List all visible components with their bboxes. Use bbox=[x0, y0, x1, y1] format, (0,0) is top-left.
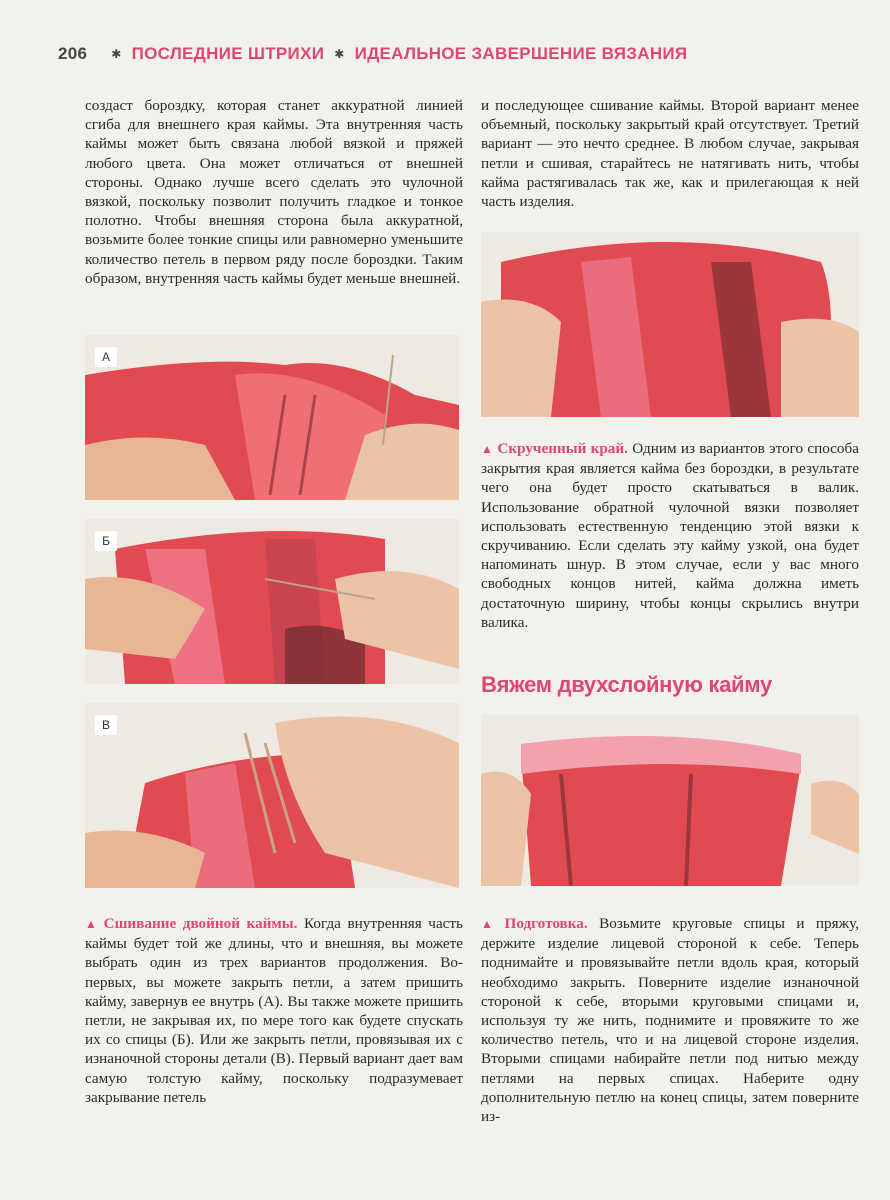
right-body-text bbox=[481, 96, 859, 211]
paragraph: и последующее сшивание каймы. Второй вариант менее объемный, поскольку закрытый край отсутствует. Третий вариант — это нечто среднее. В любом случае, закрывая петли и сшивая, старайтесь не натягивать нить, чтобы кайма растягивалась так же, как и прилегающая к ней часть изделия. bbox=[481, 97, 859, 211]
caption-title: Сшивание двойной каймы. bbox=[103, 915, 298, 932]
left-body-text bbox=[85, 96, 463, 288]
triangle-icon: ▲ bbox=[85, 917, 100, 931]
caption-rolled bbox=[481, 439, 859, 632]
star-separator-icon: ✱ bbox=[334, 47, 345, 61]
photo-label: А bbox=[95, 347, 117, 367]
chapter-title: ИДЕАЛЬНОЕ ЗАВЕРШЕНИЕ ВЯЗАНИЯ bbox=[354, 44, 688, 63]
section-heading: Вяжем двухслойную кайму bbox=[481, 672, 772, 697]
running-header bbox=[58, 42, 858, 66]
paragraph: создаст бороздку, которая станет аккуратной линией сгиба для внешнего края каймы. Эта внутренняя часть каймы может быть связана любой вязкой и пряжей любого цвета. Она может отличаться от внешней стороны. Однако лучше всего сделать это чулочной вязкой, поскольку позволит получить гладкое и тонкое полотно. Чтобы внешняя сторона была аккуратной, возьмите более тонкие спицы или равномерно уменьшите количество петель в первом ряду после бороздки. Таким образом, внутренняя часть каймы будет меньше внешней. bbox=[85, 97, 463, 287]
photo-label: В bbox=[95, 715, 117, 735]
caption-preparation bbox=[481, 914, 859, 1126]
photo-rolled-edge bbox=[481, 232, 859, 417]
star-separator-icon: ✱ bbox=[111, 47, 122, 61]
caption-text: Одним из вариантов этого способа закрытия края является кайма без бороздки, в результате чего она будет просто скатываться в валик. Использование обратной чулочной вязки позволяет использовать естественную тенденцию этой вязки к скручиванию. Если сделать эту кайму узкой, она будет напоминать шнур. В этом случае, если у вас много свободных концов нитей, кайма должна иметь достаточную ширину, чтобы концы скрылись внутри валика. bbox=[481, 440, 859, 631]
section-title: ПОСЛЕДНИЕ ШТРИХИ bbox=[131, 44, 325, 63]
triangle-icon: ▲ bbox=[481, 442, 494, 456]
caption-text: Возьмите круговые спицы и пряжу, держите изделие лицевой стороной к себе. Теперь поднимайте и провязывайте петли вдоль края, который необходимо закрыть. Поверните изделие изнаночной стороной к себе, вторыми круговыми спицами и, используя ту же нить, поднимите и провяжите то же количество петель, что и на лицевой стороне изделия. Вторыми спицами набирайте петли под нитью между петлями на первых спицах. Наберите одну дополнительную петлю на конец спицы, затем поверните из- bbox=[481, 915, 859, 1126]
photo-label: Б bbox=[95, 531, 117, 551]
caption-sewing bbox=[85, 914, 463, 1107]
triangle-icon: ▲ bbox=[481, 917, 501, 931]
photo-b bbox=[85, 519, 459, 684]
caption-title: Скрученный край. bbox=[497, 440, 628, 457]
photo-v bbox=[85, 703, 459, 888]
page-number: 206 bbox=[58, 44, 88, 63]
caption-text: Когда внутренняя часть каймы будет той же длины, что и внешняя, вы можете выбрать один из трех вариантов продолжения. Во-первых, вы можете закрыть петли, а затем пришить кайму, завернув ее внутрь (А). Вы также можете пришить петли, не закрывая их, по мере того как будете спускать их со спицы (Б). Или же закрыть петли, провязывая их с изнаночной стороны детали (В). Первый вариант дает вам самую толстую кайму, поскольку подразумевает закрывание петель bbox=[85, 915, 463, 1106]
caption-title: Подготовка. bbox=[504, 915, 588, 932]
photo-preparation bbox=[481, 714, 859, 886]
photo-a bbox=[85, 335, 459, 500]
